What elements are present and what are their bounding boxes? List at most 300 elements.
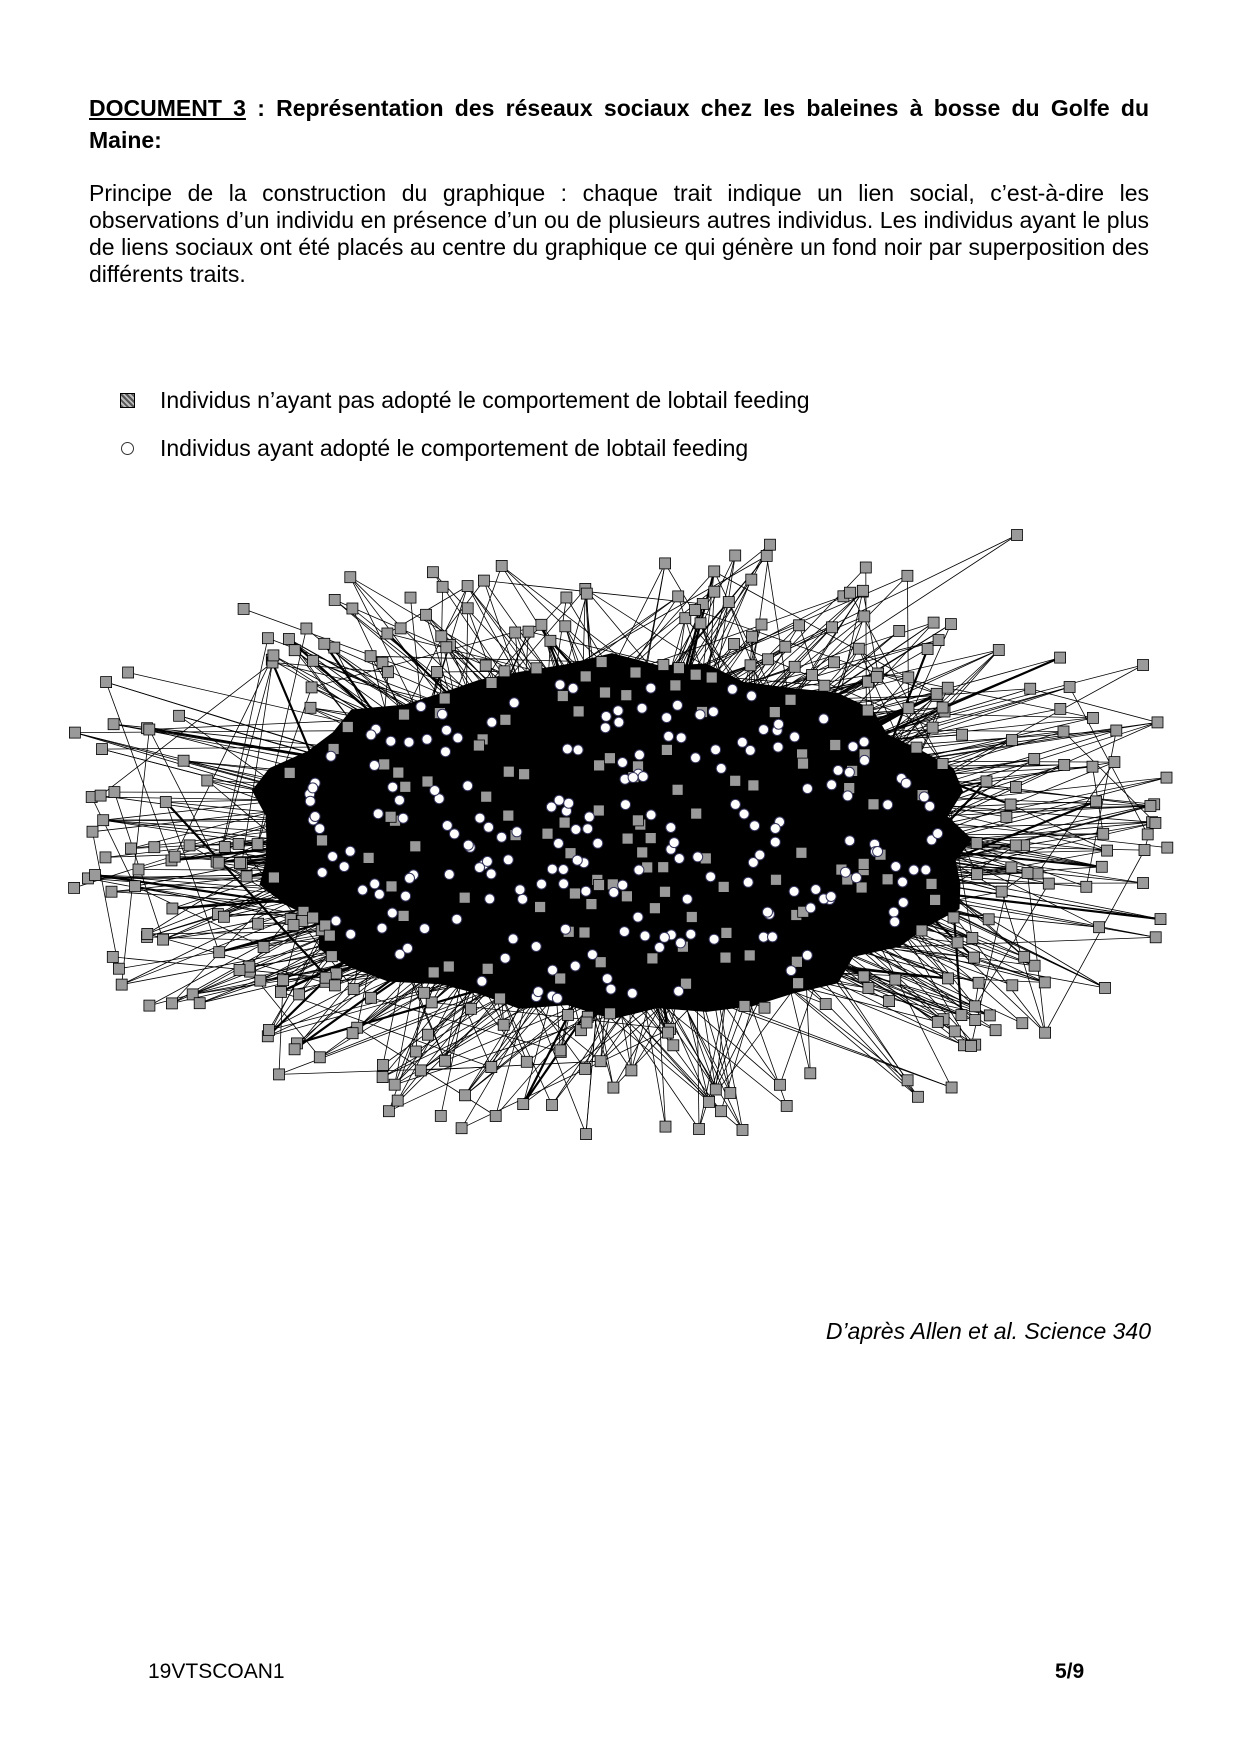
figure-source: D’après Allen et al. Science 340 bbox=[825, 1318, 1151, 1344]
adopter-node bbox=[662, 713, 672, 723]
adopter-node bbox=[405, 873, 415, 883]
non-adopter-node bbox=[1005, 799, 1016, 810]
non-adopter-node bbox=[933, 635, 944, 646]
non-adopter-node bbox=[410, 841, 421, 852]
non-adopter-node bbox=[503, 810, 514, 821]
non-adopter-node bbox=[729, 639, 740, 650]
non-adopter-node bbox=[459, 892, 470, 903]
non-adopter-node bbox=[481, 791, 492, 802]
non-adopter-node bbox=[166, 998, 177, 1009]
open-circle-icon bbox=[121, 442, 134, 455]
non-adopter-node bbox=[255, 975, 266, 986]
adopter-node bbox=[933, 829, 943, 839]
non-adopter-node bbox=[263, 1025, 274, 1036]
adopter-node bbox=[398, 813, 408, 823]
non-adopter-node bbox=[308, 655, 319, 666]
non-adopter-node bbox=[560, 621, 571, 632]
adopter-node bbox=[477, 976, 487, 986]
adopter-node bbox=[487, 717, 497, 727]
adopter-node bbox=[827, 780, 837, 790]
non-adopter-node bbox=[301, 623, 312, 634]
non-adopter-node bbox=[710, 1084, 721, 1095]
non-adopter-node bbox=[1055, 703, 1066, 714]
non-adopter-node bbox=[317, 835, 328, 846]
non-adopter-node bbox=[213, 857, 224, 868]
adopter-node bbox=[555, 680, 565, 690]
non-adopter-node bbox=[531, 663, 542, 674]
non-adopter-node bbox=[113, 963, 124, 974]
adopter-node bbox=[635, 750, 645, 760]
non-adopter-node bbox=[796, 847, 807, 858]
adopter-node bbox=[509, 698, 519, 708]
non-adopter-node bbox=[858, 858, 869, 869]
non-adopter-node bbox=[400, 781, 411, 792]
legend-label-adopters: Individus ayant adopté le comportement de lobtail feeding bbox=[160, 434, 749, 461]
non-adopter-node bbox=[658, 660, 669, 671]
adopter-node bbox=[503, 855, 513, 865]
non-adopter-node bbox=[1039, 977, 1050, 988]
non-adopter-node bbox=[393, 767, 404, 778]
adopter-node bbox=[366, 730, 376, 740]
adopter-node bbox=[774, 719, 784, 729]
adopter-node bbox=[485, 894, 495, 904]
adopter-node bbox=[883, 800, 893, 810]
adopter-node bbox=[422, 734, 432, 744]
non-adopter-node bbox=[586, 899, 597, 910]
adopter-node bbox=[395, 949, 405, 959]
non-adopter-node bbox=[981, 776, 992, 787]
non-adopter-node bbox=[194, 998, 205, 1009]
non-adopter-node bbox=[535, 902, 546, 913]
non-adopter-node bbox=[382, 628, 393, 639]
non-adopter-node bbox=[819, 680, 830, 691]
non-adopter-node bbox=[324, 930, 335, 941]
non-adopter-node bbox=[807, 670, 818, 681]
non-adopter-node bbox=[144, 724, 155, 735]
adopter-node bbox=[326, 751, 336, 761]
adopter-node bbox=[437, 709, 447, 719]
non-adopter-node bbox=[90, 870, 101, 881]
adopter-node bbox=[909, 865, 919, 875]
non-adopter-node bbox=[366, 992, 377, 1003]
non-adopter-node bbox=[1094, 922, 1105, 933]
adopter-node bbox=[558, 865, 568, 875]
non-adopter-node bbox=[478, 575, 489, 586]
adopter-node bbox=[743, 877, 753, 887]
non-adopter-node bbox=[594, 760, 605, 771]
non-adopter-node bbox=[363, 852, 374, 863]
adopter-node bbox=[533, 987, 543, 997]
non-adopter-node bbox=[1058, 726, 1069, 737]
non-adopter-node bbox=[244, 961, 255, 972]
non-adopter-node bbox=[460, 1090, 471, 1101]
non-adopter-node bbox=[595, 1056, 606, 1067]
non-adopter-node bbox=[1006, 735, 1017, 746]
non-adopter-node bbox=[1025, 683, 1036, 694]
non-adopter-node bbox=[1096, 861, 1107, 872]
non-adopter-node bbox=[69, 727, 80, 738]
adopter-node bbox=[919, 792, 929, 802]
adopter-node bbox=[571, 825, 581, 835]
non-adopter-node bbox=[737, 1124, 748, 1135]
non-adopter-node bbox=[756, 619, 767, 630]
non-adopter-node bbox=[547, 1100, 558, 1111]
non-adopter-node bbox=[101, 677, 112, 688]
non-adopter-node bbox=[928, 617, 939, 628]
adopter-node bbox=[695, 710, 705, 720]
non-adopter-node bbox=[233, 838, 244, 849]
non-adopter-node bbox=[721, 927, 732, 938]
non-adopter-node bbox=[1098, 828, 1109, 839]
non-adopter-node bbox=[320, 920, 331, 931]
adopter-node bbox=[581, 886, 591, 896]
non-adopter-node bbox=[830, 740, 841, 751]
adopter-node bbox=[627, 988, 637, 998]
non-adopter-node bbox=[523, 626, 534, 637]
non-adopter-node bbox=[668, 1040, 679, 1051]
social-network-graph bbox=[0, 510, 1240, 1270]
adopter-node bbox=[328, 852, 338, 862]
network-edge bbox=[166, 802, 219, 952]
document-title bbox=[89, 92, 1149, 156]
non-adopter-node bbox=[410, 1046, 421, 1057]
non-adopter-node bbox=[253, 918, 264, 929]
non-adopter-node bbox=[1150, 817, 1161, 828]
adopter-node bbox=[925, 801, 935, 811]
non-adopter-node bbox=[645, 833, 656, 844]
non-adopter-node bbox=[133, 864, 144, 875]
non-adopter-node bbox=[580, 671, 591, 682]
non-adopter-node bbox=[158, 934, 169, 945]
adopter-node bbox=[673, 700, 683, 710]
non-adopter-node bbox=[563, 1010, 574, 1021]
non-adopter-node bbox=[435, 1110, 446, 1121]
non-adopter-node bbox=[386, 881, 397, 892]
non-adopter-node bbox=[581, 1017, 592, 1028]
non-adopter-node bbox=[690, 669, 701, 680]
non-adopter-node bbox=[649, 903, 660, 914]
non-adopter-node bbox=[100, 852, 111, 863]
non-adopter-node bbox=[275, 986, 286, 997]
adopter-node bbox=[308, 783, 318, 793]
adopter-node bbox=[561, 924, 571, 934]
non-adopter-node bbox=[739, 1001, 750, 1012]
adopter-node bbox=[373, 809, 383, 819]
adopter-node bbox=[676, 733, 686, 743]
non-adopter-node bbox=[329, 642, 340, 653]
non-adopter-node bbox=[966, 1041, 977, 1052]
non-adopter-node bbox=[1022, 868, 1033, 879]
non-adopter-node bbox=[827, 622, 838, 633]
network-edge bbox=[1028, 873, 1046, 1033]
non-adopter-node bbox=[663, 1027, 674, 1038]
non-adopter-node bbox=[973, 977, 984, 988]
non-adopter-node bbox=[395, 623, 406, 634]
non-adopter-node bbox=[252, 839, 263, 850]
adopter-node bbox=[634, 865, 644, 875]
adopter-node bbox=[315, 824, 325, 834]
adopter-node bbox=[682, 894, 692, 904]
non-adopter-node bbox=[596, 657, 607, 668]
non-adopter-node bbox=[860, 562, 871, 573]
non-adopter-node bbox=[518, 1099, 529, 1110]
non-adopter-node bbox=[937, 758, 948, 769]
non-adopter-node bbox=[289, 1044, 300, 1055]
non-adopter-node bbox=[946, 1082, 957, 1093]
non-adopter-node bbox=[559, 817, 570, 828]
non-adopter-node bbox=[160, 797, 171, 808]
non-adopter-node bbox=[903, 672, 914, 683]
non-adopter-node bbox=[234, 858, 245, 869]
non-adopter-node bbox=[392, 1095, 403, 1106]
intro-paragraph: Principe de la construction du graphique : chaque trait indique un lien social, c’est-à-dire les observations d’un individu en présence d’un ou de plusieurs autres individus. Les individus ayant le plus de liens sociaux ont été placés au centre du graphique ce qui génère un fond noir par superposition des différents traits. bbox=[89, 180, 1149, 287]
non-adopter-node bbox=[785, 694, 796, 705]
non-adopter-node bbox=[594, 880, 605, 891]
non-adopter-node bbox=[1109, 757, 1120, 768]
adopter-node bbox=[484, 822, 494, 832]
non-adopter-node bbox=[580, 1063, 591, 1074]
non-adopter-node bbox=[1087, 761, 1098, 772]
network-edge bbox=[106, 682, 171, 860]
adopter-node bbox=[851, 873, 861, 883]
non-adopter-node bbox=[746, 574, 757, 585]
non-adopter-node bbox=[319, 638, 330, 649]
adopter-node bbox=[901, 778, 911, 788]
adopter-node bbox=[463, 781, 473, 791]
adopter-node bbox=[873, 847, 883, 857]
non-adopter-node bbox=[241, 871, 252, 882]
non-adopter-node bbox=[600, 687, 611, 698]
adopter-node bbox=[759, 725, 769, 735]
adopter-node bbox=[370, 879, 380, 889]
non-adopter-node bbox=[422, 776, 433, 787]
adopter-node bbox=[848, 742, 858, 752]
adopter-node bbox=[826, 892, 836, 902]
adopter-node bbox=[669, 838, 679, 848]
document-heading: : Représentation des réseaux sociaux chez les baleines à bosse du Golfe du Maine: bbox=[89, 95, 1150, 153]
adopter-node bbox=[674, 986, 684, 996]
network-edge bbox=[1038, 762, 1115, 873]
non-adopter-node bbox=[805, 1068, 816, 1079]
non-adopter-node bbox=[952, 937, 963, 948]
non-adopter-node bbox=[948, 912, 959, 923]
document-label: DOCUMENT 3 bbox=[89, 95, 246, 121]
non-adopter-node bbox=[868, 799, 879, 810]
adopter-node bbox=[770, 837, 780, 847]
adopter-node bbox=[619, 927, 629, 937]
non-adopter-node bbox=[747, 631, 758, 642]
adopter-node bbox=[584, 812, 594, 822]
non-adopter-node bbox=[427, 567, 438, 578]
adopter-node bbox=[573, 745, 583, 755]
non-adopter-node bbox=[943, 973, 954, 984]
legend-label-non-adopters: Individus n’ayant pas adopté le comportement de lobtail feeding bbox=[160, 386, 810, 413]
adopter-node bbox=[716, 763, 726, 773]
non-adopter-node bbox=[1111, 725, 1122, 736]
network-edge bbox=[484, 581, 703, 604]
non-adopter-node bbox=[383, 667, 394, 678]
non-adopter-node bbox=[347, 603, 358, 614]
adopter-node bbox=[609, 887, 619, 897]
non-adopter-node bbox=[283, 634, 294, 645]
non-adopter-node bbox=[496, 560, 507, 571]
non-adopter-node bbox=[95, 790, 106, 801]
non-adopter-node bbox=[658, 862, 669, 873]
non-adopter-node bbox=[922, 644, 933, 655]
adopter-node bbox=[750, 821, 760, 831]
non-adopter-node bbox=[604, 753, 615, 764]
non-adopter-node bbox=[781, 1100, 792, 1111]
non-adopter-node bbox=[428, 967, 439, 978]
non-adopter-node bbox=[794, 620, 805, 631]
non-adopter-node bbox=[856, 882, 867, 893]
non-adopter-node bbox=[561, 592, 572, 603]
non-adopter-node bbox=[984, 1010, 995, 1021]
adopter-node bbox=[518, 894, 528, 904]
adopter-node bbox=[593, 838, 603, 848]
adopter-node bbox=[515, 885, 525, 895]
non-adopter-node bbox=[1040, 1027, 1051, 1038]
non-adopter-node bbox=[632, 815, 643, 826]
adopter-node bbox=[475, 813, 485, 823]
non-adopter-node bbox=[258, 942, 269, 953]
non-adopter-node bbox=[971, 838, 982, 849]
non-adopter-node bbox=[342, 722, 353, 733]
non-adopter-node bbox=[912, 1091, 923, 1102]
adopter-node bbox=[449, 829, 459, 839]
adopter-node bbox=[748, 858, 758, 868]
adopter-node bbox=[374, 889, 384, 899]
non-adopter-node bbox=[763, 654, 774, 665]
adopter-node bbox=[537, 879, 547, 889]
adopter-node bbox=[395, 795, 405, 805]
non-adopter-node bbox=[670, 680, 681, 691]
non-adopter-node bbox=[1102, 845, 1113, 856]
non-adopter-node bbox=[1055, 652, 1066, 663]
adopter-node bbox=[859, 737, 869, 747]
adopter-node bbox=[548, 965, 558, 975]
non-adopter-node bbox=[579, 927, 590, 938]
adopter-node bbox=[618, 758, 628, 768]
non-adopter-node bbox=[983, 914, 994, 925]
adopter-node bbox=[452, 914, 462, 924]
adopter-node bbox=[339, 862, 349, 872]
non-adopter-node bbox=[415, 1065, 426, 1076]
non-adopter-node bbox=[167, 903, 178, 914]
non-adopter-node bbox=[109, 787, 120, 798]
non-adopter-node bbox=[482, 963, 493, 974]
adopter-node bbox=[377, 923, 387, 933]
adopter-node bbox=[803, 784, 813, 794]
non-adopter-node bbox=[761, 550, 772, 561]
non-adopter-node bbox=[389, 1079, 400, 1090]
non-adopter-node bbox=[569, 888, 580, 899]
adopter-node bbox=[860, 755, 870, 765]
adopter-node bbox=[646, 683, 656, 693]
adopter-node bbox=[638, 772, 648, 782]
non-adopter-node bbox=[268, 872, 279, 883]
non-adopter-node bbox=[672, 784, 683, 795]
non-adopter-node bbox=[510, 627, 521, 638]
non-adopter-node bbox=[1142, 829, 1153, 840]
non-adopter-node bbox=[377, 1060, 388, 1071]
non-adopter-node bbox=[871, 671, 882, 682]
non-adopter-node bbox=[647, 953, 658, 964]
non-adopter-node bbox=[911, 742, 922, 753]
non-adopter-node bbox=[440, 1055, 451, 1066]
non-adopter-node bbox=[329, 980, 340, 991]
non-adopter-node bbox=[314, 1052, 325, 1063]
non-adopter-node bbox=[573, 706, 584, 717]
adopter-node bbox=[386, 736, 396, 746]
non-adopter-node bbox=[608, 1082, 619, 1093]
adopter-node bbox=[500, 953, 510, 963]
non-adopter-node bbox=[723, 597, 734, 608]
non-adopter-node bbox=[730, 550, 741, 561]
non-adopter-node bbox=[499, 666, 510, 677]
non-adopter-node bbox=[278, 975, 289, 986]
adopter-node bbox=[602, 974, 612, 984]
adopter-node bbox=[570, 961, 580, 971]
non-adopter-node bbox=[1029, 754, 1040, 765]
adopter-node bbox=[601, 711, 611, 721]
non-adopter-node bbox=[605, 1008, 616, 1019]
non-adopter-node bbox=[437, 581, 448, 592]
network-edge bbox=[101, 663, 273, 796]
non-adopter-node bbox=[219, 841, 230, 852]
non-adopter-node bbox=[765, 539, 776, 550]
adopter-node bbox=[497, 832, 507, 842]
adopter-node bbox=[587, 950, 597, 960]
non-adopter-node bbox=[1138, 878, 1149, 889]
non-adopter-node bbox=[399, 709, 410, 720]
non-adopter-node bbox=[234, 964, 245, 975]
non-adopter-node bbox=[379, 759, 390, 770]
non-adopter-node bbox=[694, 1124, 705, 1135]
adopter-node bbox=[646, 810, 656, 820]
adopter-node bbox=[562, 744, 572, 754]
network-edge bbox=[219, 638, 268, 863]
non-adopter-node bbox=[829, 657, 840, 668]
non-adopter-node bbox=[365, 651, 376, 662]
adopter-node bbox=[843, 791, 853, 801]
non-adopter-node bbox=[1007, 980, 1018, 991]
adopter-node bbox=[747, 691, 757, 701]
adopter-node bbox=[572, 855, 582, 865]
adopter-node bbox=[310, 812, 320, 822]
non-adopter-node bbox=[745, 660, 756, 671]
adopter-node bbox=[614, 717, 624, 727]
adopter-node bbox=[674, 854, 684, 864]
non-adopter-node bbox=[581, 588, 592, 599]
network-edge bbox=[163, 917, 224, 940]
adopter-node bbox=[891, 862, 901, 872]
adopter-node bbox=[600, 723, 610, 733]
adopter-node bbox=[666, 823, 676, 833]
adopter-node bbox=[508, 934, 518, 944]
non-adopter-node bbox=[902, 570, 913, 581]
non-adopter-node bbox=[593, 805, 604, 816]
non-adopter-node bbox=[284, 767, 295, 778]
non-adopter-node bbox=[967, 933, 978, 944]
adopter-node bbox=[637, 703, 647, 713]
non-adopter-node bbox=[1029, 960, 1040, 971]
non-adopter-node bbox=[1001, 811, 1012, 822]
non-adopter-node bbox=[957, 729, 968, 740]
non-adopter-node bbox=[555, 973, 566, 984]
non-adopter-node bbox=[1091, 796, 1102, 807]
adopter-node bbox=[388, 782, 398, 792]
